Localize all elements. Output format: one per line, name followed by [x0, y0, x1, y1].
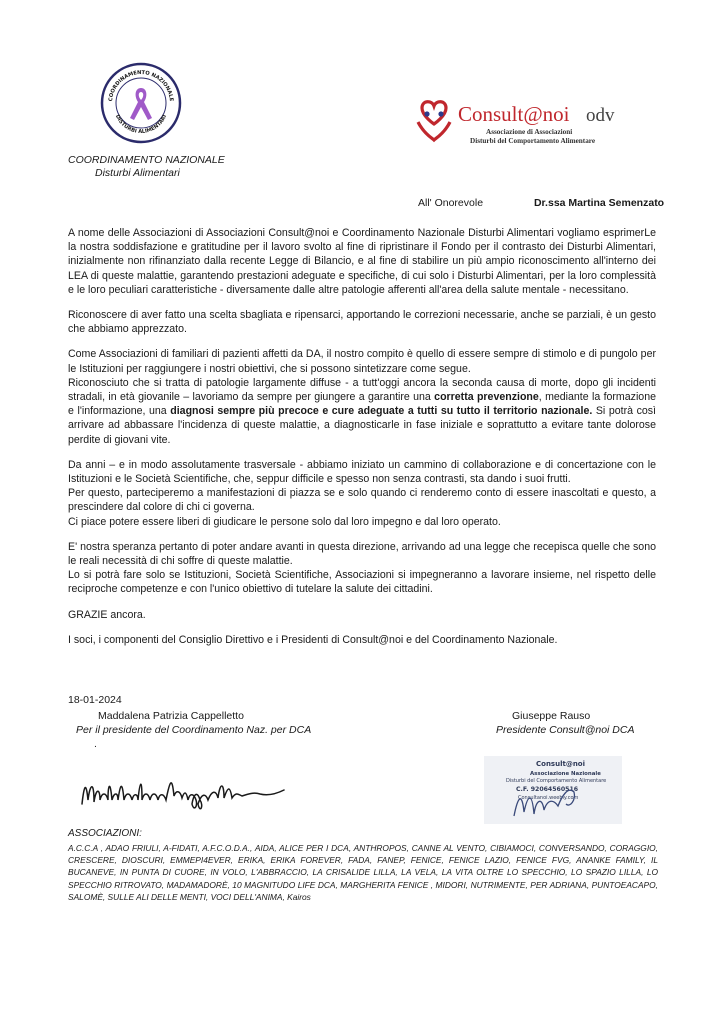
- stamp-line2: Associazione Nazionale: [530, 771, 601, 777]
- signer-left-name: Maddalena Patrizia Cappelletto: [98, 710, 244, 722]
- logo-ring-text-top: COORDINAMENTO NAZIONALE: [108, 69, 174, 102]
- coordinamento-logo: [100, 62, 182, 144]
- left-org-line1: COORDINAMENTO NAZIONALE: [68, 154, 225, 166]
- stamp-line3: Disturbi del Comportamento Alimentare: [506, 778, 607, 784]
- svg-text:DISTURBI ALIMENTARI: [114, 114, 168, 135]
- logo-name: Consult@noi: [458, 102, 570, 126]
- addressee-name: Dr.ssa Martina Semenzato: [533, 197, 665, 209]
- associations-title: ASSOCIAZIONI:: [68, 828, 142, 839]
- hearts-icon: [418, 102, 450, 140]
- left-org-name: [68, 154, 225, 180]
- addressee-salutation: All' Onorevole: [418, 197, 484, 209]
- paragraph-3b: Riconosciuto che si tratta di patologie largamente diffuse - a tutt'oggi ancora la seconda causa di morte, dopo gli incidenti stradali, in età giovanile – lavoriamo da sempre per giungere a garantire una corretta prevenzione, mediante la formazione e l'informazione, una diagnosi sempre più precoce e cure adeguate a tutti su tutto il territorio nazionale. Si potrà così arrivare ad abbassare l'incidenza di queste malattie, a diagnosticarle in fase iniziale e soprattutto a evitare tante dolorose perdite di giovani vite.: [68, 376, 656, 446]
- logo-ring-text-bottom: DISTURBI ALIMENTARI: [113, 113, 169, 136]
- letter-body: [68, 226, 656, 658]
- paragraph-5a: E' nostra speranza pertanto di poter andare avanti in questa direzione, arrivando ad una legge che recepisca quelle che sono le reali necessità di chi soffre di queste malattie.: [68, 540, 656, 568]
- signer-right-name: Giuseppe Rauso: [512, 710, 591, 722]
- paragraph-4a: Da anni – e in modo assolutamente trasversale - abbiamo iniziato un cammino di collaborazione e di concertazione con le Istituzioni e le Società Scientifiche, che, seppur difficile e spesso non senza contrasti, sta dando i suoi frutti.: [68, 458, 656, 486]
- logo-suffix: odv: [586, 105, 615, 126]
- paragraph-1: A nome delle Associazioni di Associazioni Consult@noi e Coordinamento Nazionale Disturbi Alimentari vogliamo esprimerLe la nostra soddisfazione e gratitudine per il lavoro svolto al fine di ripristinare il Fondo per il contrasto dei Disturbi Alimentari, inizialmente non rifinanziato dalla recente Legge di Bilancio, e al fine di stabilire un più ampio riconoscimento all'interno dei LEA di queste malattie, garantendo prestazioni adeguate e specifiche, di cui solo i Disturbi Alimentari, per la loro complessità e le loro peculiari caratteristiche - diversamente dalle altre patologie afferenti all'area della salute mentale - necessitano.: [68, 227, 656, 296]
- left-org-line2: Disturbi Alimentari: [95, 167, 180, 179]
- associations-list: A.C.C.A , ADAO FRIULI, A-FIDATI, A.F.C.O.D.A., AIDA, ALICE PER I DCA, ANTHROPOS, CANNE AL VENTO, CIBIAMOCI, CONVERSANDO, CORAGGIO, CRESCERE, DIOSCURI, EMMEPI4EVER, ERIKA, ERIKA FOREVER, FADA, FANEP, FENICE, FENICE LAZIO, FENICE FVG, ANANKE FAMILY, IL BUCANEVE, IN PUNTA DI CUORE, IN VOLO, L'ABBRACCIO, LA CRISALIDE LILLA, LA VELA, LA VITA OLTRE LO SPECCHIO, LO SPAZIO LILLA, LO SPECCHIO RITROVATO, MADAMADORÈ, 10 MAGNITUDO LIFE DCA, MARGHERITA FENICE , MIDORI, NUTRIMENTE, PER ADRIANA, PUNTOEACAPO, SALOMÈ, SULLE ALI DELLE MENTI, VOCI DELL'ANIMA, Kairos: [68, 843, 658, 902]
- signer-left-role: Per il presidente del Coordinamento Naz. per DCA: [76, 724, 312, 736]
- paragraph-4c: Ci piace potere essere liberi di giudicare le persone solo dal loro impegno e dal loro operato.: [68, 515, 501, 528]
- logo-sub2: Disturbi del Comportamento Alimentare: [470, 137, 596, 145]
- signer-left-dot: .: [94, 738, 97, 750]
- handwritten-signature: [78, 766, 298, 816]
- stamp-line1: Consult@noi: [536, 760, 586, 768]
- consultanoi-logo: [416, 96, 678, 146]
- stamp-line4: C.F. 92064560516: [516, 786, 579, 793]
- ribbon-icon: [130, 88, 152, 120]
- signature-left: [76, 709, 376, 751]
- bold-diagnosis: diagnosi sempre più precoce e cure adeguate a tutti su tutto il territorio nazionale.: [170, 405, 593, 418]
- official-stamp: [484, 756, 622, 824]
- stamp-line5: Consultanoi.weebly.com: [518, 795, 579, 801]
- paragraph-3a: Come Associazioni di familiari di pazienti affetti da DA, il nostro compito è quello di essere sempre di stimolo e di pungolo per le Istituzioni per raggiungere i nostri obiettivi, che si possono sintetizzare come segue.: [68, 348, 656, 375]
- paragraph-2: Riconoscere di aver fatto una scelta sbagliata e ripensarci, apportando le correzioni necessarie, anche se parziali, è un gesto che abbiamo apprezzato.: [68, 309, 656, 336]
- addressee: [418, 197, 664, 209]
- paragraph-4b: Per questo, parteciperemo a manifestazioni di piazza se e solo quando ci renderemo conto di essere inascoltati e questo, a prescindere dal colore di chi ci governa.: [68, 487, 656, 514]
- logo-sub1: Associazione di Associazioni: [486, 128, 573, 136]
- paragraph-5b: Lo si potrà fare solo se Istituzioni, Società Scientifiche, Associazioni si impegneranno a lavorare insieme, nel rispetto delle reciproche competenze e con l'unico obiettivo di tutelare la salute dei cittadini.: [68, 569, 656, 596]
- letter-date: 18-01-2024: [68, 694, 122, 706]
- paragraph-6: GRAZIE ancora.: [68, 608, 146, 621]
- signer-right-role: Presidente Consult@noi DCA: [496, 724, 635, 736]
- svg-text:COORDINAMENTO NAZIONALE: [108, 70, 174, 102]
- signature-right: [496, 709, 696, 737]
- bold-prevention: corretta prevenzione: [434, 391, 539, 404]
- paragraph-7: I soci, i componenti del Consiglio Direttivo e i Presidenti di Consult@noi e del Coordinamento Nazionale.: [68, 633, 558, 646]
